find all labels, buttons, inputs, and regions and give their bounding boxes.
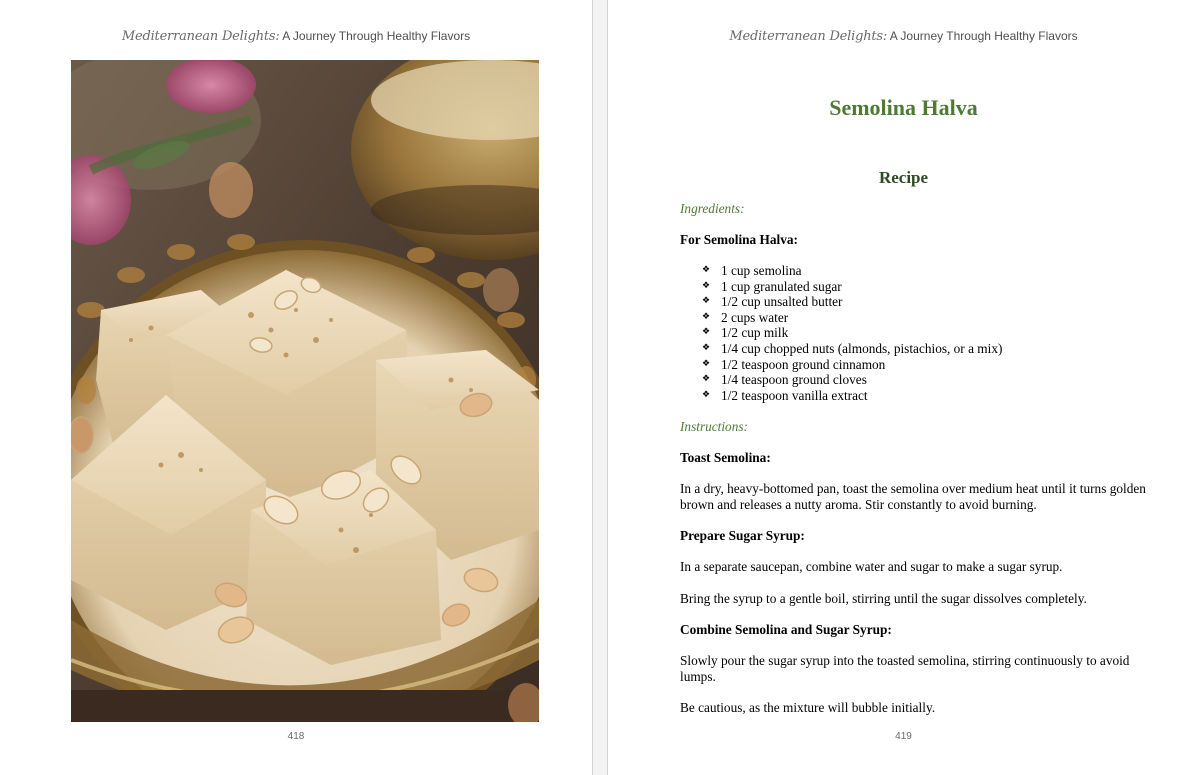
- instructions-label: Instructions:: [680, 419, 748, 434]
- ingredients-subhead: For Semolina Halva:: [680, 232, 798, 247]
- ingredient-item: [702, 310, 1002, 326]
- header-book-title: Mediterranean Delights:: [729, 29, 888, 44]
- ingredients-list: [702, 263, 1002, 403]
- ingredient-text: 1/4 teaspoon ground cloves: [721, 372, 867, 388]
- ingredient-text: 1 cup granulated sugar: [721, 278, 842, 294]
- right-page: [608, 0, 1199, 775]
- ingredient-item: [702, 388, 1002, 404]
- step-heading: Combine Semolina and Sugar Syrup:: [680, 622, 892, 637]
- step-paragraph: Be cautious, as the mixture will bubble initially.: [680, 700, 936, 715]
- diamond-bullet-icon: ❖: [702, 280, 711, 291]
- step-paragraph: In a separate saucepan, combine water and sugar to make a sugar syrup.: [680, 559, 1063, 574]
- header-book-subtitle: A Journey Through Healthy Flavors: [279, 29, 471, 43]
- diamond-bullet-icon: ❖: [702, 389, 711, 400]
- diamond-bullet-icon: ❖: [702, 358, 711, 369]
- photo-illustration: [71, 60, 539, 722]
- step-heading: Toast Semolina:: [680, 450, 771, 465]
- diamond-bullet-icon: ❖: [702, 374, 711, 385]
- left-page: [0, 0, 592, 775]
- page-number-right: 419: [895, 731, 912, 742]
- step-heading: Prepare Sugar Syrup:: [680, 528, 805, 543]
- ingredient-text: 1/2 teaspoon vanilla extract: [721, 387, 868, 403]
- step-paragraph: In a dry, heavy-bottomed pan, toast the semolina over medium heat until it turns golden brown and releases a nutty aroma. Stir constantly to avoid burning.: [680, 481, 1146, 512]
- page-number-left: 418: [287, 731, 305, 742]
- semolina-halva-photo: [71, 60, 539, 722]
- ingredient-text: 1 cup semolina: [721, 263, 802, 278]
- step-paragraph: Bring the syrup to a gentle boil, stirring until the sugar dissolves completely.: [680, 591, 1087, 606]
- header-book-title: Mediterranean Delights:: [121, 29, 280, 44]
- ingredients-label: Ingredients:: [680, 201, 745, 216]
- ingredient-item: [702, 279, 1002, 295]
- recipe-title: Semolina Halva: [829, 95, 978, 120]
- page-gutter: [592, 0, 608, 775]
- step-paragraph: Slowly pour the sugar syrup into the toasted semolina, stirring continuously to avoid lumps.: [680, 653, 1130, 684]
- ingredient-text: 1/2 cup milk: [721, 325, 789, 341]
- ingredient-item: [702, 357, 1002, 373]
- running-header-right: [608, 29, 1199, 44]
- diamond-bullet-icon: ❖: [702, 311, 711, 322]
- running-header-left: [0, 29, 592, 44]
- ingredient-item: [702, 294, 1002, 310]
- diamond-bullet-icon: ❖: [702, 296, 711, 307]
- ingredient-text: 1/2 teaspoon ground cinnamon: [721, 356, 886, 372]
- ingredient-item: [702, 372, 1002, 388]
- ingredient-text: 1/4 cup chopped nuts (almonds, pistachios, or a mix): [721, 340, 1003, 356]
- diamond-bullet-icon: ❖: [702, 265, 711, 275]
- ingredient-item: [702, 263, 1002, 279]
- diamond-bullet-icon: ❖: [702, 327, 711, 338]
- diamond-bullet-icon: ❖: [702, 342, 711, 353]
- recipe-heading: Recipe: [878, 168, 929, 187]
- header-book-subtitle: A Journey Through Healthy Flavors: [887, 29, 1078, 43]
- ingredient-text: 2 cups water: [721, 309, 789, 325]
- ingredient-item: [702, 325, 1002, 341]
- ingredient-item: [702, 341, 1002, 357]
- ingredient-text: 1/2 cup unsalted butter: [721, 294, 843, 310]
